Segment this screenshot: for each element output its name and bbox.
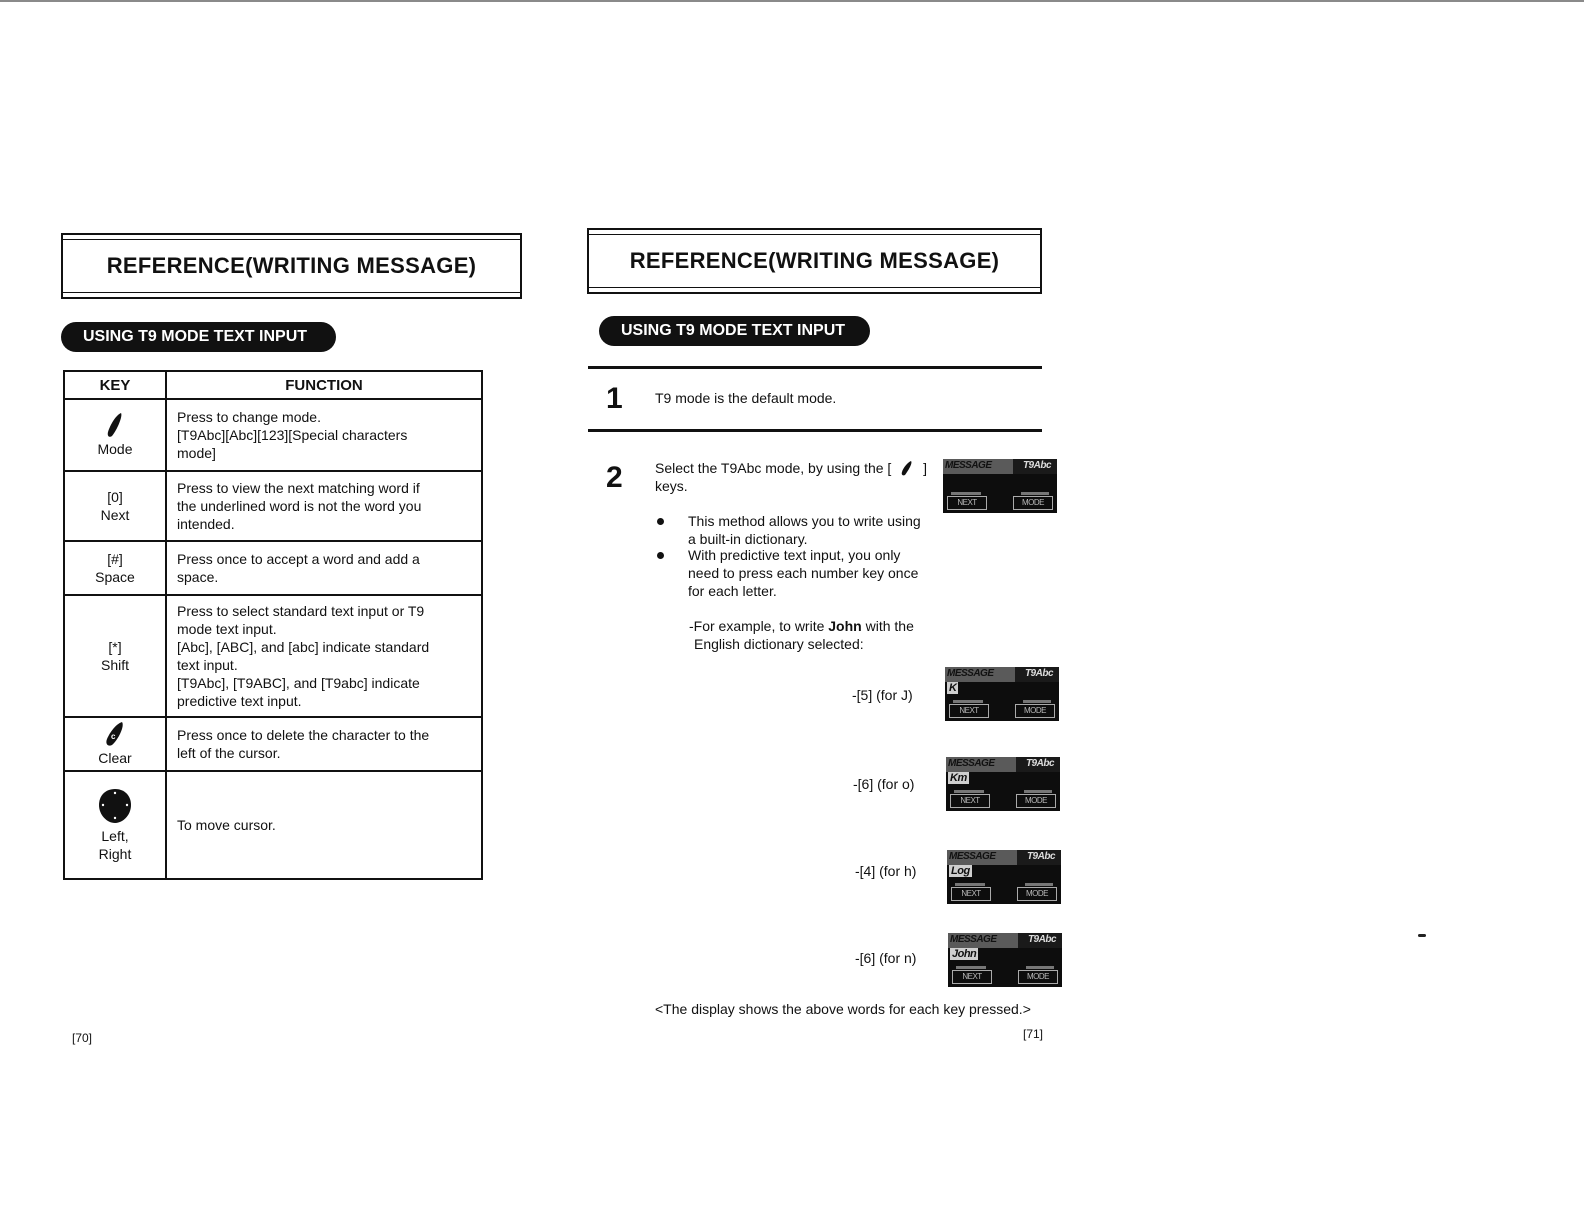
screen-mode: T9Abc	[1022, 460, 1051, 471]
softkey-left: NEXT	[950, 794, 990, 808]
function-line: Press once to delete the character to the	[177, 727, 430, 743]
function-line: text input.	[177, 657, 238, 673]
step-1-number: 1	[606, 382, 623, 415]
screen-divider	[1023, 700, 1051, 703]
screen-title: MESSAGE	[945, 460, 992, 471]
function-line: mode]	[177, 445, 216, 461]
function-line: Press to change mode.	[177, 409, 321, 425]
softkey-left: NEXT	[952, 970, 992, 984]
step-2-number: 2	[606, 461, 623, 494]
key-column-header: KEY	[64, 371, 166, 399]
softkey-right: MODE	[1017, 887, 1057, 901]
function-line: intended.	[177, 516, 235, 532]
table-row	[64, 595, 482, 717]
function-cell	[166, 399, 482, 471]
phone-screen	[947, 850, 1061, 904]
function-line: Press once to accept a word and add a	[177, 551, 420, 567]
display-caption: <The display shows the above words for each key pressed.>	[655, 1001, 1031, 1017]
function-line: Press to view the next matching word if	[177, 480, 420, 496]
top-border	[0, 0, 1584, 2]
example-prefix: -For example, to write	[689, 618, 829, 634]
function-line: left of the cursor.	[177, 745, 281, 761]
key-label: Next	[100, 507, 130, 523]
softkey-left: NEXT	[951, 887, 991, 901]
step-1-text: T9 mode is the default mode.	[655, 390, 837, 406]
table-row	[64, 771, 482, 879]
step-2-text-start: Select the T9Abc mode, by using the [	[655, 460, 892, 476]
screen-divider	[956, 966, 986, 969]
screen-title: MESSAGE	[947, 668, 994, 679]
function-line: [T9Abc][Abc][123][Special characters	[177, 427, 408, 443]
table-row	[64, 471, 482, 541]
left-page-title-text: REFERENCE(WRITING MESSAGE)	[106, 253, 477, 278]
phone-screen	[946, 757, 1060, 811]
function-cell	[166, 595, 482, 717]
key-label: Right	[98, 846, 132, 862]
phone-screen	[943, 459, 1057, 513]
right-page-title	[587, 228, 1042, 294]
bullet-line: need to press each number key once	[688, 565, 919, 581]
bullet-dot-icon	[657, 518, 664, 525]
bullet-item	[688, 512, 921, 548]
key-label: Shift	[100, 657, 129, 673]
key-cell	[64, 399, 166, 471]
function-line: [T9Abc], [T9ABC], and [T9abc] indicate	[177, 675, 420, 691]
screen-word: John	[952, 948, 977, 960]
key-label: Mode	[97, 441, 133, 457]
table-row	[64, 541, 482, 595]
scan-mark	[1418, 934, 1426, 937]
screen-label: -[6] (for n)	[855, 950, 917, 966]
key-code: [#]	[107, 551, 123, 567]
key-label: Space	[95, 569, 135, 585]
key-code: [0]	[107, 489, 123, 505]
function-line: To move cursor.	[177, 817, 276, 833]
right-page-title-text: REFERENCE(WRITING MESSAGE)	[629, 248, 1000, 273]
example-suffix: with the	[861, 618, 914, 634]
function-line: space.	[177, 569, 219, 585]
key-cell	[64, 771, 166, 879]
left-section-badge: USING T9 MODE TEXT INPUT	[61, 322, 336, 352]
softkey-right: MODE	[1013, 496, 1053, 510]
screen-word: K	[949, 682, 957, 694]
function-line: predictive text input.	[177, 693, 302, 709]
function-column-header: FUNCTION	[166, 371, 482, 399]
function-line: mode text input.	[177, 621, 277, 637]
key-cell	[64, 717, 166, 771]
screen-divider	[954, 790, 984, 793]
key-cell	[64, 541, 166, 595]
key-label: Left,	[101, 828, 129, 844]
left-page-title	[61, 233, 522, 299]
screen-mode: T9Abc	[1026, 851, 1055, 862]
mode-key-icon	[107, 412, 123, 438]
bullet-line: for each letter.	[688, 583, 777, 599]
screen-divider	[1021, 492, 1049, 495]
right-section-badge: USING T9 MODE TEXT INPUT	[599, 316, 870, 346]
step-2-text-line2: keys.	[655, 478, 688, 494]
phone-screen	[948, 933, 1062, 987]
step-divider-top	[588, 366, 1042, 369]
softkey-right: MODE	[1018, 970, 1058, 984]
softkey-right: MODE	[1016, 794, 1056, 808]
example-text	[689, 617, 914, 635]
screen-word: Log	[951, 865, 970, 877]
screen-divider	[1024, 790, 1052, 793]
screen-divider	[955, 883, 985, 886]
bullet-item	[688, 546, 918, 600]
screen-mode: T9Abc	[1025, 758, 1054, 769]
right-page-number: [71]	[1023, 1027, 1044, 1041]
clear-key-icon	[105, 721, 125, 747]
table-row	[64, 399, 482, 471]
screen-divider	[1026, 966, 1054, 969]
screen-label: -[5] (for J)	[852, 687, 913, 703]
screen-divider	[953, 700, 983, 703]
screen-divider	[1025, 883, 1053, 886]
key-function-table	[63, 370, 483, 880]
example-text-line2: English dictionary selected:	[694, 636, 864, 652]
function-cell	[166, 771, 482, 879]
bullet-dot-icon	[657, 552, 664, 559]
step-2-text-end: ]	[923, 460, 927, 476]
example-word: John	[828, 618, 862, 634]
left-page-number: [70]	[72, 1031, 93, 1045]
screen-label: -[4] (for h)	[855, 863, 917, 879]
svg-text:c: c	[111, 732, 116, 741]
table-header-row	[64, 371, 482, 399]
softkey-right: MODE	[1015, 704, 1055, 718]
key-label: Clear	[98, 750, 132, 766]
function-cell	[166, 471, 482, 541]
step-2-text	[655, 459, 927, 477]
screen-mode: T9Abc	[1027, 934, 1056, 945]
table-row	[64, 717, 482, 771]
bullet-line: a built-in dictionary.	[688, 531, 808, 547]
function-line: [Abc], [ABC], and [abc] indicate standard	[177, 639, 430, 655]
function-cell	[166, 717, 482, 771]
function-line: Press to select standard text input or T9	[177, 603, 425, 619]
screen-mode: T9Abc	[1024, 668, 1053, 679]
navigation-key-icon	[97, 787, 133, 825]
key-cell	[64, 595, 166, 717]
screen-title: MESSAGE	[949, 851, 996, 862]
mode-key-icon	[901, 460, 913, 476]
function-line: the underlined word is not the word you	[177, 498, 422, 514]
screen-divider	[951, 492, 981, 495]
function-cell	[166, 541, 482, 595]
screen-title: MESSAGE	[950, 934, 997, 945]
bullet-line: This method allows you to write using	[688, 513, 921, 529]
key-code: [*]	[108, 639, 122, 655]
step-divider-middle	[588, 429, 1042, 432]
screen-label: -[6] (for o)	[853, 776, 915, 792]
bullet-line: With predictive text input, you only	[688, 547, 901, 563]
phone-screen	[945, 667, 1059, 721]
screen-title: MESSAGE	[948, 758, 995, 769]
key-cell	[64, 471, 166, 541]
softkey-left: NEXT	[947, 496, 987, 510]
screen-word: Km	[950, 772, 967, 784]
softkey-left: NEXT	[949, 704, 989, 718]
